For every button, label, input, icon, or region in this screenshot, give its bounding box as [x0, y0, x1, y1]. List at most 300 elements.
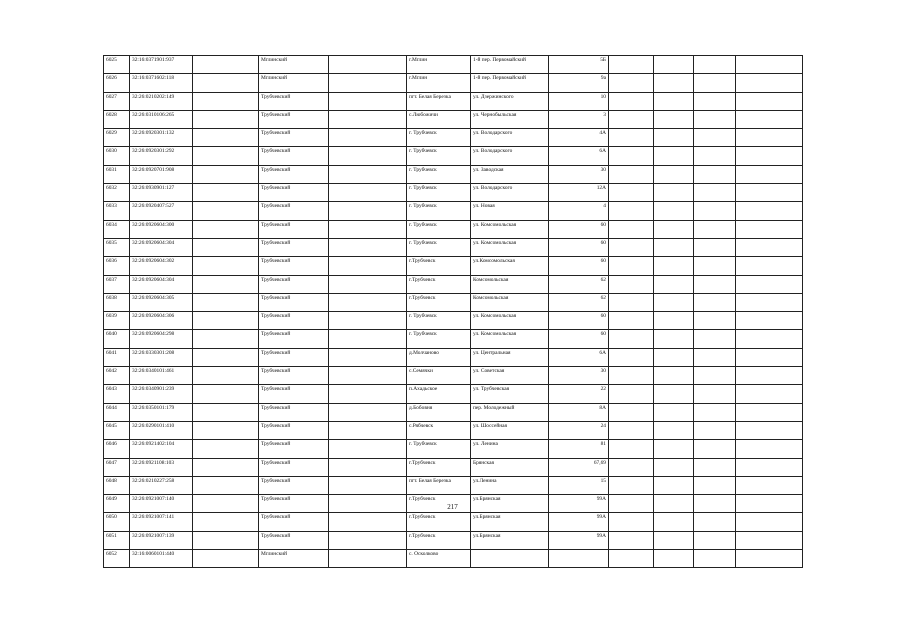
page-number: 217 [447, 503, 458, 511]
cell-house: 24 [549, 421, 609, 439]
cell-empty [654, 56, 694, 74]
cell-empty [193, 385, 259, 403]
cell-empty [694, 238, 736, 256]
cell-empty [736, 330, 803, 348]
cell-locality: с. Осколково [407, 550, 471, 568]
table-row [104, 458, 803, 476]
table-row [104, 275, 803, 293]
cell-district: Мглинский [259, 74, 329, 92]
cell-street: Комсомольская [471, 293, 549, 311]
cell-empty [329, 476, 407, 494]
cell-num: 6031 [104, 165, 130, 183]
cell-empty [654, 367, 694, 385]
cell-street: ул. Володарского [471, 129, 549, 147]
cell-district: Трубчевский [259, 531, 329, 549]
cell-empty [609, 165, 654, 183]
cell-street: ул.Брянская [471, 531, 549, 549]
cell-empty [694, 348, 736, 366]
cell-cadastral: 32:26:0920301:292 [130, 147, 193, 165]
cell-empty [329, 275, 407, 293]
cell-empty [694, 110, 736, 128]
cell-district: Трубчевский [259, 184, 329, 202]
cell-empty [694, 129, 736, 147]
table-row [104, 293, 803, 311]
cell-street: ул.Брянская [471, 513, 549, 531]
cell-empty [654, 476, 694, 494]
cell-empty [736, 257, 803, 275]
cell-empty [193, 476, 259, 494]
cell-street: ул. Комсомольская [471, 220, 549, 238]
cell-empty [694, 202, 736, 220]
cell-empty [694, 531, 736, 549]
table-row [104, 403, 803, 421]
cell-empty [694, 92, 736, 110]
cell-empty [654, 312, 694, 330]
cell-num: 6049 [104, 495, 130, 513]
cell-locality: г. Трубчевск [407, 147, 471, 165]
cell-empty [694, 312, 736, 330]
cell-num: 6039 [104, 312, 130, 330]
cell-street: ул. Володарского [471, 147, 549, 165]
cell-locality: г. Трубчевск [407, 202, 471, 220]
cell-house: 67,69 [549, 458, 609, 476]
cell-num: 6028 [104, 110, 130, 128]
cell-empty [694, 56, 736, 74]
cell-empty [736, 476, 803, 494]
cell-empty [329, 531, 407, 549]
cell-house: 99А [549, 531, 609, 549]
cell-empty [329, 74, 407, 92]
cell-empty [193, 110, 259, 128]
cell-house: 5Б [549, 56, 609, 74]
cell-locality: г.Трубчевск [407, 495, 471, 513]
cell-empty [329, 293, 407, 311]
cell-cadastral: 32:26:0921007:139 [130, 531, 193, 549]
cell-empty [193, 312, 259, 330]
cell-street: ул. Заводская [471, 165, 549, 183]
cell-empty [654, 385, 694, 403]
cell-empty [329, 220, 407, 238]
cell-empty [654, 513, 694, 531]
table-row [104, 92, 803, 110]
cell-empty [609, 531, 654, 549]
table-row [104, 165, 803, 183]
cell-house: 15 [549, 476, 609, 494]
cell-num: 6052 [104, 550, 130, 568]
cell-empty [193, 348, 259, 366]
cell-num: 6045 [104, 421, 130, 439]
cell-empty [609, 312, 654, 330]
cell-street: ул.Ленина [471, 476, 549, 494]
cell-empty [736, 531, 803, 549]
cell-num: 6048 [104, 476, 130, 494]
cell-empty [736, 92, 803, 110]
cell-num: 6030 [104, 147, 130, 165]
cell-district: Трубчевский [259, 257, 329, 275]
cell-street: пер. Молодежный [471, 403, 549, 421]
cell-empty [329, 367, 407, 385]
cell-empty [694, 257, 736, 275]
cell-district: Трубчевский [259, 348, 329, 366]
cell-empty [609, 293, 654, 311]
cell-num: 6038 [104, 293, 130, 311]
cell-empty [329, 440, 407, 458]
cell-district: Трубчевский [259, 440, 329, 458]
cell-empty [329, 403, 407, 421]
cell-num: 6044 [104, 403, 130, 421]
cell-empty [694, 275, 736, 293]
cell-empty [193, 531, 259, 549]
cell-district: Мглинский [259, 56, 329, 74]
cell-street: ул. Чернобыльская [471, 110, 549, 128]
cell-num: 6042 [104, 367, 130, 385]
cell-locality: с.Семячки [407, 367, 471, 385]
cell-cadastral: 32:26:0920604:304 [130, 275, 193, 293]
cell-empty [654, 147, 694, 165]
cell-empty [654, 440, 694, 458]
cell-empty [694, 293, 736, 311]
cell-empty [609, 385, 654, 403]
cell-empty [193, 238, 259, 256]
cell-district: Трубчевский [259, 330, 329, 348]
table-row [104, 56, 803, 74]
cell-empty [329, 92, 407, 110]
table-row [104, 367, 803, 385]
cell-district: Трубчевский [259, 513, 329, 531]
cell-empty [694, 513, 736, 531]
cell-district: Трубчевский [259, 367, 329, 385]
cell-empty [736, 385, 803, 403]
cell-empty [654, 184, 694, 202]
cell-num: 6046 [104, 440, 130, 458]
cell-empty [654, 275, 694, 293]
cell-num: 6029 [104, 129, 130, 147]
cell-district: Трубчевский [259, 202, 329, 220]
cell-empty [609, 275, 654, 293]
cell-cadastral: 32:26:0921108:103 [130, 458, 193, 476]
cell-district: Трубчевский [259, 495, 329, 513]
cell-street: 1-й пер. Первомайский [471, 74, 549, 92]
cell-cadastral: 32:26:0920604:305 [130, 293, 193, 311]
cell-empty [609, 110, 654, 128]
cell-num: 6037 [104, 275, 130, 293]
cell-empty [694, 220, 736, 238]
cell-cadastral: 32:26:0920701:908 [130, 165, 193, 183]
cell-empty [736, 421, 803, 439]
cell-locality: г. Трубчевск [407, 330, 471, 348]
cell-empty [329, 129, 407, 147]
cell-empty [609, 92, 654, 110]
table-row [104, 129, 803, 147]
cell-house: 22 [549, 385, 609, 403]
cell-empty [193, 421, 259, 439]
cell-empty [193, 513, 259, 531]
cell-empty [193, 56, 259, 74]
cell-street: 1-й пер. Первомайский [471, 56, 549, 74]
cell-num: 6050 [104, 513, 130, 531]
cell-empty [736, 550, 803, 568]
cell-empty [654, 330, 694, 348]
cell-empty [694, 403, 736, 421]
cell-empty [193, 74, 259, 92]
table-row [104, 440, 803, 458]
cell-empty [654, 202, 694, 220]
cell-cadastral: 32:26:0210227:258 [130, 476, 193, 494]
cell-empty [736, 129, 803, 147]
table-row [104, 74, 803, 92]
table-row [104, 312, 803, 330]
cell-empty [609, 348, 654, 366]
table-row [104, 385, 803, 403]
cell-district: Трубчевский [259, 165, 329, 183]
cell-district: Трубчевский [259, 92, 329, 110]
table-row [104, 238, 803, 256]
cell-locality: г.Трубчевск [407, 275, 471, 293]
cell-cadastral: 32:26:0340901:239 [130, 385, 193, 403]
cell-empty [329, 110, 407, 128]
cell-cadastral: 32:26:0920301:132 [130, 129, 193, 147]
cell-street: ул. Центральная [471, 348, 549, 366]
cell-cadastral: 32:26:0350101:179 [130, 403, 193, 421]
cell-empty [329, 147, 407, 165]
cell-empty [193, 293, 259, 311]
cell-empty [736, 403, 803, 421]
cell-empty [736, 440, 803, 458]
cell-empty [654, 165, 694, 183]
cell-district: Трубчевский [259, 385, 329, 403]
cell-street: ул.Комсомольская [471, 257, 549, 275]
cell-empty [609, 147, 654, 165]
cell-house: 4 [549, 202, 609, 220]
cell-empty [329, 550, 407, 568]
table-row [104, 202, 803, 220]
cell-locality: г.Мглин [407, 74, 471, 92]
cell-empty [694, 330, 736, 348]
cell-empty [736, 238, 803, 256]
cell-locality: г.Трубчевск [407, 293, 471, 311]
cell-cadastral: 32:16:0371901:937 [130, 56, 193, 74]
cell-empty [329, 458, 407, 476]
cell-street: ул. Дзержинского [471, 92, 549, 110]
cell-street: ул. Володарского [471, 184, 549, 202]
table-row [104, 531, 803, 549]
cell-empty [193, 440, 259, 458]
cell-empty [694, 184, 736, 202]
cell-house [549, 550, 609, 568]
cell-house: 60 [549, 257, 609, 275]
cell-locality: д.Бобовня [407, 403, 471, 421]
cell-house: 6А [549, 348, 609, 366]
cell-locality: с.Любожичи [407, 110, 471, 128]
cell-locality: г. Трубчевск [407, 440, 471, 458]
cell-district: Трубчевский [259, 421, 329, 439]
cell-house: 60 [549, 220, 609, 238]
cell-house: 3 [549, 110, 609, 128]
cell-house: 9а [549, 74, 609, 92]
cell-street: ул. Шоссейная [471, 421, 549, 439]
cell-num: 6027 [104, 92, 130, 110]
cell-empty [694, 367, 736, 385]
cell-district: Трубчевский [259, 403, 329, 421]
cell-empty [193, 92, 259, 110]
cell-locality: п.Ахадьское [407, 385, 471, 403]
cell-empty [609, 476, 654, 494]
cell-locality: г.Трубчевск [407, 531, 471, 549]
cell-empty [654, 348, 694, 366]
cell-empty [654, 238, 694, 256]
cell-district: Трубчевский [259, 129, 329, 147]
cell-empty [329, 56, 407, 74]
cell-cadastral: 32:26:0920407:527 [130, 202, 193, 220]
cell-cadastral: 32:26:0921007:141 [130, 513, 193, 531]
cell-street: ул. Комсомольская [471, 330, 549, 348]
cell-empty [736, 458, 803, 476]
cell-street: ул. Новая [471, 202, 549, 220]
cell-num: 6036 [104, 257, 130, 275]
cell-cadastral: 32:26:0921007:140 [130, 495, 193, 513]
cell-locality: г. Трубчевск [407, 129, 471, 147]
cell-empty [654, 550, 694, 568]
cell-empty [694, 165, 736, 183]
cell-empty [654, 74, 694, 92]
cell-num: 6051 [104, 531, 130, 549]
cell-cadastral: 32:26:0330301:208 [130, 348, 193, 366]
cell-empty [329, 330, 407, 348]
cell-cadastral: 32:26:0920604:298 [130, 330, 193, 348]
cell-empty [654, 531, 694, 549]
cell-street [471, 550, 549, 568]
cell-empty [329, 421, 407, 439]
cell-empty [609, 550, 654, 568]
cell-empty [694, 74, 736, 92]
cell-locality: г. Трубчевск [407, 165, 471, 183]
cell-empty [736, 165, 803, 183]
cell-locality: г.Трубчевск [407, 458, 471, 476]
cell-house: 62 [549, 293, 609, 311]
cell-street: ул. Комсомольская [471, 312, 549, 330]
cell-street: ул. Советская [471, 367, 549, 385]
cell-empty [736, 202, 803, 220]
cell-empty [329, 238, 407, 256]
cell-empty [694, 385, 736, 403]
cell-empty [654, 92, 694, 110]
cell-empty [654, 257, 694, 275]
cell-district: Трубчевский [259, 238, 329, 256]
cell-district: Трубчевский [259, 312, 329, 330]
cell-empty [329, 348, 407, 366]
cell-empty [736, 348, 803, 366]
cell-empty [193, 458, 259, 476]
cell-cadastral: 32:26:0921402:104 [130, 440, 193, 458]
cell-num: 6047 [104, 458, 130, 476]
cell-num: 6025 [104, 56, 130, 74]
cell-locality: пгт. Белая Березка [407, 476, 471, 494]
cell-house: 60 [549, 330, 609, 348]
cell-house: 81 [549, 440, 609, 458]
cell-empty [654, 403, 694, 421]
cell-empty [736, 312, 803, 330]
table-row [104, 348, 803, 366]
cell-locality: с.Рябчевск [407, 421, 471, 439]
cell-cadastral: 32:26:0930901:127 [130, 184, 193, 202]
cell-locality: г. Трубчевск [407, 184, 471, 202]
cell-empty [193, 202, 259, 220]
cell-district: Трубчевский [259, 476, 329, 494]
cell-empty [736, 74, 803, 92]
cell-empty [329, 184, 407, 202]
cell-empty [654, 110, 694, 128]
cell-street: Комсомольская [471, 275, 549, 293]
cell-empty [694, 147, 736, 165]
table-row [104, 476, 803, 494]
cell-house: 99А [549, 513, 609, 531]
cell-empty [736, 275, 803, 293]
cell-cadastral: 32:26:0290101:410 [130, 421, 193, 439]
table-row [104, 257, 803, 275]
cell-empty [609, 403, 654, 421]
cell-num: 6043 [104, 385, 130, 403]
cell-empty [329, 513, 407, 531]
cell-empty [193, 403, 259, 421]
cell-empty [329, 202, 407, 220]
table-row [104, 184, 803, 202]
cell-house: 8А [549, 403, 609, 421]
cell-empty [654, 458, 694, 476]
cell-district: Трубчевский [259, 220, 329, 238]
cell-cadastral: 32:26:0310106:265 [130, 110, 193, 128]
cell-house: 60 [549, 312, 609, 330]
cell-locality: д.Молчаново [407, 348, 471, 366]
table-row [104, 147, 803, 165]
cell-street: Брянская [471, 458, 549, 476]
cell-house: 60 [549, 238, 609, 256]
cell-empty [694, 458, 736, 476]
cell-cadastral: 32:16:0371602:118 [130, 74, 193, 92]
cell-empty [694, 550, 736, 568]
cell-num: 6033 [104, 202, 130, 220]
cell-house: 30 [549, 165, 609, 183]
cell-cadastral: 32:26:0920604:304 [130, 238, 193, 256]
cell-district: Трубчевский [259, 293, 329, 311]
table-row [104, 220, 803, 238]
cell-num: 6035 [104, 238, 130, 256]
cell-house: 10 [549, 92, 609, 110]
cell-empty [736, 220, 803, 238]
cell-empty [609, 367, 654, 385]
cell-cadastral: 32:26:0920604:302 [130, 257, 193, 275]
cell-district: Трубчевский [259, 110, 329, 128]
cell-empty [736, 513, 803, 531]
cell-empty [193, 220, 259, 238]
cell-district: Трубчевский [259, 458, 329, 476]
cell-empty [609, 421, 654, 439]
cell-house: 6А [549, 147, 609, 165]
cell-empty [193, 550, 259, 568]
registry-table-body [104, 56, 803, 568]
cell-empty [609, 184, 654, 202]
cell-house: 12А [549, 184, 609, 202]
cell-empty [193, 147, 259, 165]
cell-locality: г.Трубчевск [407, 257, 471, 275]
cell-empty [736, 56, 803, 74]
cell-cadastral: 32:26:0920604:306 [130, 312, 193, 330]
cell-empty [609, 330, 654, 348]
cell-cadastral: 32:16:0060101:440 [130, 550, 193, 568]
cell-empty [609, 220, 654, 238]
cell-empty [329, 385, 407, 403]
cell-empty [654, 129, 694, 147]
table-row [104, 421, 803, 439]
